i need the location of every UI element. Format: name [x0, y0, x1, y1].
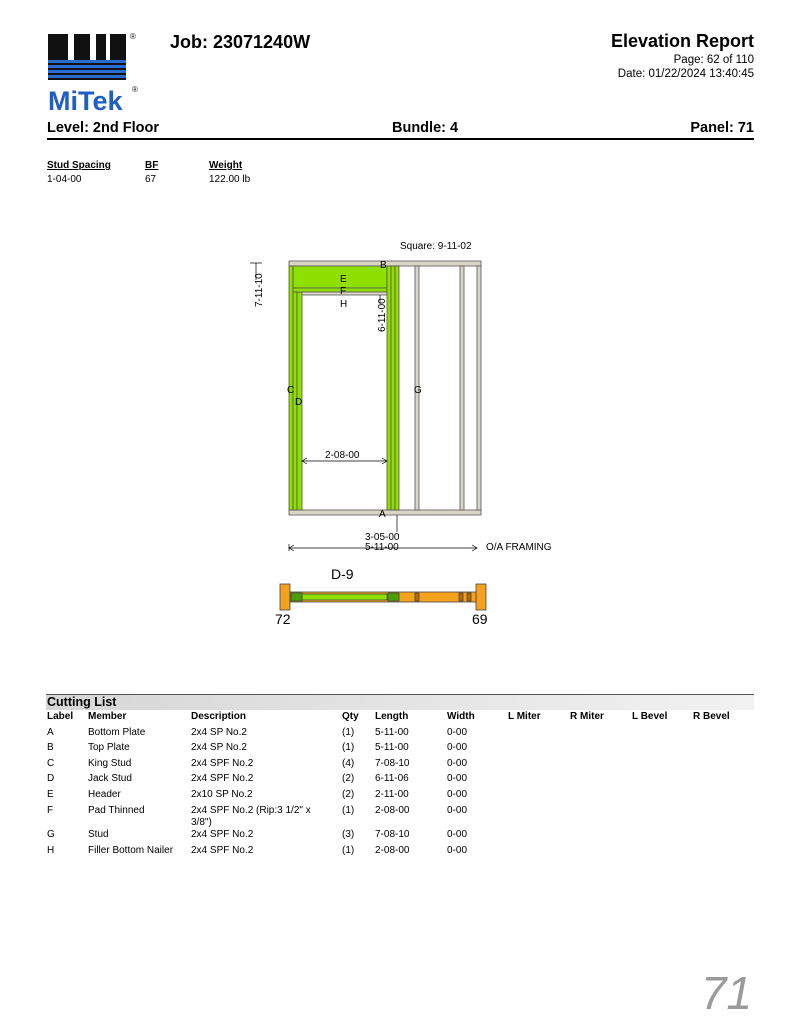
cell-length: 5-11-00: [375, 742, 409, 753]
member-label-f: F: [340, 286, 347, 297]
cutting-list-title: Cutting List: [47, 695, 117, 709]
plan-stud-3: [467, 593, 471, 601]
cell-member: Top Plate: [88, 742, 130, 753]
plan-stud-1: [415, 593, 419, 601]
col-qty: Qty: [342, 711, 359, 722]
cell-qty: (2): [342, 789, 355, 800]
cell-qty: (1): [342, 805, 355, 816]
col-l-miter: L Miter: [508, 711, 541, 722]
cell-length: 2-11-00: [375, 789, 409, 800]
bf-value: 67: [145, 174, 157, 185]
oa-framing-label: O/A FRAMING: [486, 542, 552, 553]
cell-width: 0-00: [447, 845, 468, 856]
right-connection: 69: [472, 611, 488, 627]
panel-label: Panel: 71: [690, 120, 754, 136]
cell-qty: (1): [342, 727, 355, 738]
bundle-label: Bundle: 4: [392, 120, 459, 136]
cell-length: 6-11-06: [375, 773, 409, 784]
cell-qty: (3): [342, 829, 355, 840]
cell-qty: (2): [342, 773, 355, 784]
bf-header: BF: [145, 160, 159, 171]
plan-studs-right: [388, 593, 399, 601]
job-number: Job: 23071240W: [170, 32, 311, 52]
cell-qty: (1): [342, 845, 355, 856]
cutting-list-header: [46, 694, 754, 710]
cell-label: D: [47, 773, 55, 784]
col-length: Length: [375, 711, 409, 722]
cell-member: King Stud: [88, 758, 132, 769]
col-description: Description: [191, 711, 247, 722]
cell-label: A: [47, 727, 54, 738]
stud-spacing-value: 1-04-00: [47, 174, 82, 185]
square-label: Square: 9-11-02: [400, 241, 472, 252]
cell-label: B: [47, 742, 54, 753]
cell-member: Bottom Plate: [88, 727, 146, 738]
cell-description: 2x4 SPF No.2 (Rip:3 1/2" x 3/8"): [191, 805, 311, 828]
logo-wordmark: MiTek: [48, 86, 123, 114]
cell-length: 7-08-10: [375, 829, 410, 840]
col-r-bevel: R Bevel: [693, 711, 730, 722]
king-stud-right: [391, 266, 395, 510]
plan-opening: [302, 594, 387, 600]
cell-member: Jack Stud: [88, 773, 132, 784]
stud-g3: [477, 266, 481, 510]
level-label: Level: 2nd Floor: [47, 120, 159, 136]
panel-number-watermark: 71: [700, 967, 752, 1019]
dim-opening-width: 2-08-00: [325, 450, 360, 461]
plan-view: [280, 584, 486, 610]
report-title: Elevation Report: [610, 31, 754, 51]
col-width: Width: [447, 711, 475, 722]
weight-value: 122.00 lb: [209, 174, 251, 185]
end-post-left: [280, 584, 290, 610]
cell-member: Pad Thinned: [88, 805, 145, 816]
cell-description: 2x4 SPF No.2: [191, 845, 254, 856]
cell-description: 2x4 SP No.2: [191, 742, 247, 753]
member-label-h: H: [340, 299, 348, 310]
opening-label: D-9: [331, 566, 354, 582]
cell-label: C: [47, 758, 55, 769]
plan-stud-2: [459, 593, 463, 601]
col-l-bevel: L Bevel: [632, 711, 668, 722]
cell-width: 0-00: [447, 829, 468, 840]
cell-member: Stud: [88, 829, 109, 840]
cell-label: F: [47, 805, 54, 816]
cell-length: 5-11-00: [375, 727, 409, 738]
page-number: Page: 62 of 110: [673, 54, 754, 66]
dim-offset: 3-05-00: [365, 532, 400, 543]
col-member: Member: [88, 711, 127, 722]
member-label-g: G: [414, 385, 422, 396]
cell-qty: (4): [342, 758, 355, 769]
cell-width: 0-00: [447, 758, 468, 769]
cell-length: 2-08-00: [375, 805, 410, 816]
cell-width: 0-00: [447, 773, 468, 784]
cell-label: E: [47, 789, 54, 800]
cell-length: 2-08-00: [375, 845, 410, 856]
cell-width: 0-00: [447, 742, 468, 753]
king-stud-right-2: [395, 266, 399, 510]
cell-width: 0-00: [447, 805, 468, 816]
cell-width: 0-00: [447, 789, 468, 800]
dim-rough-height: 6-11-00: [377, 298, 388, 332]
member-label-b: B: [380, 260, 387, 271]
cell-description: 2x10 SP No.2: [191, 789, 253, 800]
col-label: Label: [47, 711, 74, 722]
cell-description: 2x4 SPF No.2: [191, 773, 254, 784]
left-connection: 72: [275, 611, 291, 627]
cell-description: 2x4 SPF No.2: [191, 758, 254, 769]
cell-qty: (1): [342, 742, 355, 753]
cell-length: 7-08-10: [375, 758, 410, 769]
cell-width: 0-00: [447, 727, 468, 738]
stud-spacing-header: Stud Spacing: [47, 160, 111, 171]
cell-label: H: [47, 845, 55, 856]
dim-height: 7-11-10: [254, 273, 265, 307]
cell-label: G: [47, 829, 55, 840]
registered-mark: ®: [130, 32, 136, 41]
weight-header: Weight: [209, 160, 243, 171]
dim-overall: 5-11-00: [365, 542, 399, 553]
cell-description: 2x4 SPF No.2: [191, 829, 254, 840]
member-label-a: A: [379, 509, 386, 520]
registered-mark-2: ®: [132, 85, 138, 94]
member-label-c: C: [287, 385, 295, 396]
member-label-d: D: [295, 397, 303, 408]
plan-studs-left: [291, 593, 302, 601]
end-post-right: [476, 584, 486, 610]
stud-g2: [460, 266, 464, 510]
cell-member: Header: [88, 789, 121, 800]
cell-member: Filler Bottom Nailer: [88, 845, 174, 856]
member-label-e: E: [340, 274, 347, 285]
cell-description: 2x4 SP No.2: [191, 727, 247, 738]
report-date: Date: 01/22/2024 13:40:45: [617, 68, 754, 80]
col-r-miter: R Miter: [570, 711, 604, 722]
